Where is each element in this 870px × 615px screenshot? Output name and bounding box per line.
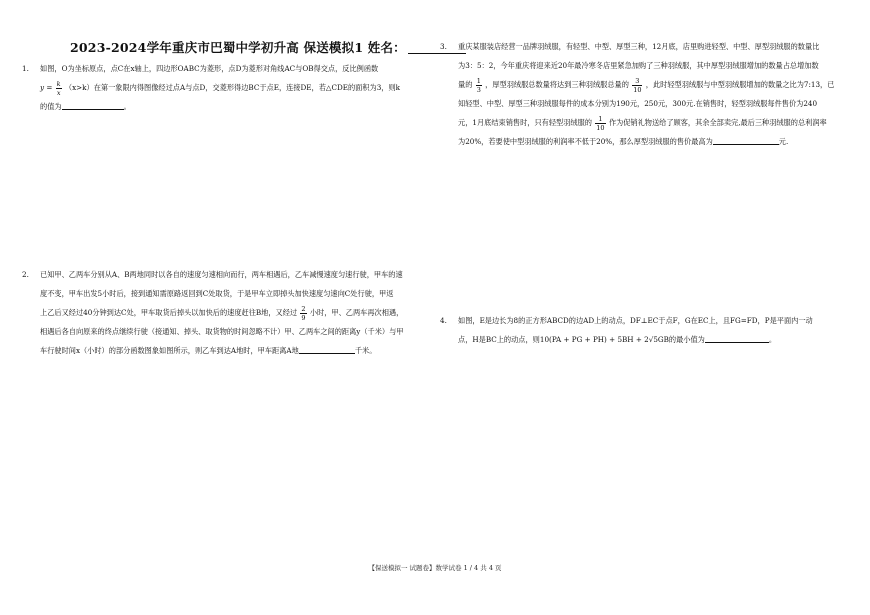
question-text: 的值为: [40, 102, 62, 111]
question-line: 重庆某服装店经营一品牌羽绒服，有轻型、中型、厚型三种，12月底，店里购进轻型、中型、厚型羽绒服的数量比: [458, 42, 820, 51]
fraction-numerator: 1: [476, 76, 481, 85]
question-line: [40, 303, 440, 322]
question-line: [458, 113, 858, 132]
question-number: 3.: [440, 42, 447, 51]
fraction: [300, 305, 306, 322]
question-text: 作为促销礼物送给了顾客，其余全部卖完,最后三种羽绒服的总利润率: [608, 118, 827, 127]
question-text: ，此时轻型羽绒服与中型羽绒服增加的数量之比为7:13，已: [645, 80, 835, 89]
question-number: 1.: [22, 64, 29, 73]
question-line: [40, 97, 440, 116]
function-prefix: y =: [40, 83, 53, 92]
title-text: 2023-2024学年重庆市巴蜀中学初升高 保送模拟1 姓名：: [70, 40, 406, 55]
fraction-numerator: 2: [301, 304, 306, 313]
question-text: 元.: [778, 137, 789, 146]
question-text: （x>k）在第一象限内得图像经过点A与点D，交菱形得边BC于点E，连接DE，若△CDE的面积为3，则k: [64, 83, 401, 92]
question-text: 车行驶时间x（小时）的部分函数图象如图所示，则乙车到达A地时，甲车距离A地: [40, 346, 299, 355]
fraction: [56, 80, 62, 97]
question-line: [40, 341, 440, 360]
question-text: 千米。: [354, 346, 377, 355]
page-title: [70, 38, 440, 56]
question-line: [40, 78, 440, 97]
question-1: [22, 59, 440, 116]
question-line: 如图，O为坐标原点，点C在x轴上，四边形OABC为菱形，点D为菱形对角线AC与OB得交点，反比例函数: [40, 64, 379, 73]
question-2: [22, 265, 440, 360]
question-text: 上乙后又经过40分钟到达C处，甲车取货后掉头以加快后的速度赶往B地，又经过: [40, 308, 298, 317]
question-text: 。: [768, 335, 777, 344]
fraction-denominator: 10: [633, 85, 642, 94]
fraction-numerator: 1: [595, 115, 605, 124]
question-number: 2.: [22, 270, 29, 279]
question-line: 如图，E是边长为8的正方形ABCD的边AD上的动点，DF⊥EC于点F，G在EC上，且FG=FD，P是平面内一动: [458, 316, 813, 325]
question-number: 4.: [440, 316, 447, 325]
fraction: [632, 77, 642, 94]
fraction-numerator: 3: [632, 77, 642, 86]
question-line: 已知甲、乙两车分别从A、B两地同时以各自的速度匀速相向而行，两车相遇后，乙车减慢速度匀速行驶，甲车的速: [40, 270, 403, 279]
question-line: [458, 330, 858, 349]
question-text: 量的: [458, 80, 473, 89]
page-footer: 【保送模拟一 试题卷】数学试卷 1 / 4 共 4 页: [368, 564, 502, 572]
question-text: 小时，甲、乙两车再次相遇，: [309, 308, 404, 317]
answer-blank: [299, 345, 355, 354]
question-text: 元，1月底结束销售时，只有轻型羽绒服的: [458, 118, 592, 127]
question-line: [458, 132, 858, 151]
question-line: 知轻型、中型、厚型三种羽绒服每件的成本分别为190元，250元，300元.在销售时，轻型羽绒服每件售价为240: [458, 99, 818, 108]
fraction-denominator: 3: [476, 85, 481, 94]
fraction-numerator: k: [56, 79, 61, 88]
answer-blank: [713, 136, 779, 145]
question-line: 相遇后各自向原来的终点继续行驶（接通知、掉头、取货物的时间忽略不计）甲、乙两车之间的距离y（千米）与甲: [40, 327, 404, 336]
question-text: ，厚型羽绒服总数量将达到三种羽绒服总量的: [485, 80, 629, 89]
question-line: [458, 75, 858, 94]
fraction-denominator: 9: [301, 313, 306, 322]
question-4: [440, 311, 858, 349]
fraction: [476, 77, 482, 94]
fraction-denominator: x: [56, 88, 61, 97]
question-line: 度不变，甲车出发5小时后，接到通知需原路返回到C处取货，于是甲车立即掉头加快速度匀速向C处行驶，甲返: [40, 289, 394, 298]
question-3: [440, 37, 858, 151]
fraction: [595, 115, 605, 132]
question-line: 为3：5：2，今年重庆将迎来近20年最冷寒冬店里紧急加购了三种羽绒服，其中厚型羽绒服增加的数量占总增加数: [458, 61, 819, 70]
fraction-denominator: 10: [596, 123, 605, 132]
question-text: 点，H是BC上的动点，则10(PA + PG + PH) + 5BH + 2√5GB的最小值为: [458, 335, 705, 344]
answer-blank: [705, 334, 769, 343]
question-text: 。: [123, 102, 131, 111]
question-text: 为20%，若要使中型羽绒服的利润率不低于20%，那么厚型羽绒服的售价最高为: [458, 137, 713, 146]
answer-blank: [62, 101, 124, 110]
